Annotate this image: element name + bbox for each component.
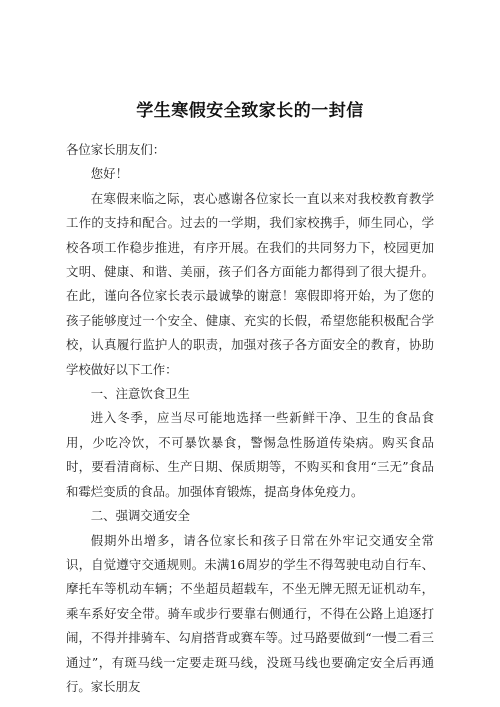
salutation: 各位家长朋友们： bbox=[66, 142, 166, 157]
page-title: 学生寒假安全致家长的一封信 bbox=[136, 101, 364, 121]
section-text-food: 进入冬季，应当尽可能地选择一些新鲜干净、卫生的食品食用，少吃冷饮，不可暴饮暴食，警惕急性肠道传染病。购买食品时，要看清商标、生产日期、保质期等，不购买和食用“三无”食品和霉烂变质的食品。加强体育锻炼，提高身体免疫力。 bbox=[66, 410, 434, 499]
greeting: 您好！ bbox=[90, 166, 128, 182]
section-text-traffic: 假期外出增多，请各位家长和孩子日常在外牢记交通安全常识，自觉遵守交通规则。未满16周岁的学生不得驾驶电动自行车、摩托车等机动车辆；不坐超员超载车，不坐无牌无照无证机动车，乘车系好安全带。骑车或步行要靠右侧通行，不得在公路上追逐打闹，不得并排骑车、勾肩搭背或赛车等。过马路要做到“一慢二看三通过”，有斑马线一定要走斑马线，没斑马线也要确定安全后再通行。家长朋友 bbox=[66, 532, 434, 694]
letter-body bbox=[66, 138, 434, 699]
section-heading-traffic: 二、强调交通安全 bbox=[90, 508, 190, 524]
section-heading-food: 一、注意饮食卫生 bbox=[90, 386, 190, 402]
intro-paragraph: 在寒假来临之际，衷心感谢各位家长一直以来对我校教育教学工作的支持和配合。过去的一学期，我们家校携手，师生同心，学校各项工作稳步推进，有序开展。在我们的共同努力下，校园更加文明、健康、和谐、美丽，孩子们各方面能力都得到了很大提升。在此，谨向各位家长表示最诚挚的谢意！寒假即将开始，为了您的孩子能够度过一个安全、健康、充实的长假，希望您能积极配合学校，认真履行监护人的职责，加强对孩子各方面安全的教育，协助学校做好以下工作： bbox=[66, 190, 434, 377]
